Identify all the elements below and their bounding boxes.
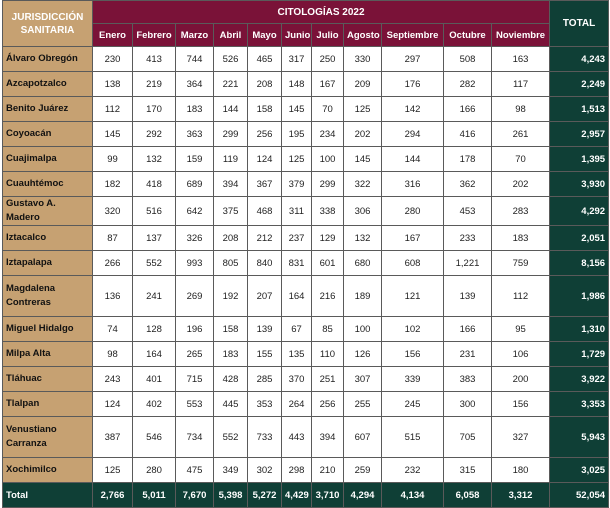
table-cell: 67 xyxy=(282,317,312,342)
table-cell: 87 xyxy=(93,226,133,251)
row-total: 3,922 xyxy=(550,367,609,392)
table-cell: 315 xyxy=(444,458,492,483)
month-header: Junio xyxy=(282,24,312,47)
table-cell: 1,221 xyxy=(444,251,492,276)
table-cell: 112 xyxy=(93,97,133,122)
table-cell: 98 xyxy=(492,97,550,122)
month-header: Noviembre xyxy=(492,24,550,47)
table-cell: 117 xyxy=(492,72,550,97)
table-cell: 189 xyxy=(344,276,382,317)
table-cell: 163 xyxy=(492,47,550,72)
table-cell: 237 xyxy=(282,226,312,251)
table-cell: 264 xyxy=(282,392,312,417)
row-total: 3,025 xyxy=(550,458,609,483)
table-cell: 734 xyxy=(176,417,214,458)
table-cell: 209 xyxy=(344,72,382,97)
table-cell: 443 xyxy=(282,417,312,458)
table-cell: 128 xyxy=(133,317,176,342)
table-cell: 100 xyxy=(312,147,344,172)
table-title: CITOLOGÍAS 2022 xyxy=(93,1,550,24)
table-cell: 119 xyxy=(214,147,248,172)
table-cell: 112 xyxy=(492,276,550,317)
table-cell: 125 xyxy=(282,147,312,172)
table-cell: 124 xyxy=(248,147,282,172)
jurisdiccion-name: Coyoacán xyxy=(3,122,93,147)
table-cell: 159 xyxy=(176,147,214,172)
table-cell: 330 xyxy=(344,47,382,72)
table-cell: 759 xyxy=(492,251,550,276)
table-cell: 280 xyxy=(382,197,444,226)
table-cell: 383 xyxy=(444,367,492,392)
footer-cell: 6,058 xyxy=(444,483,492,508)
table-cell: 219 xyxy=(133,72,176,97)
jurisdiccion-name: Cuauhtémoc xyxy=(3,172,93,197)
month-header: Abril xyxy=(214,24,248,47)
table-cell: 327 xyxy=(492,417,550,458)
jurisdiccion-name: Miguel Hidalgo xyxy=(3,317,93,342)
table-cell: 307 xyxy=(344,367,382,392)
table-cell: 176 xyxy=(382,72,444,97)
table-cell: 231 xyxy=(444,342,492,367)
table-cell: 317 xyxy=(282,47,312,72)
table-cell: 183 xyxy=(492,226,550,251)
footer-cell: 5,398 xyxy=(214,483,248,508)
table-row xyxy=(3,72,609,97)
table-cell: 192 xyxy=(214,276,248,317)
table-cell: 552 xyxy=(133,251,176,276)
jurisdiccion-name: Benito Juárez xyxy=(3,97,93,122)
table-cell: 132 xyxy=(133,147,176,172)
table-cell: 208 xyxy=(214,226,248,251)
table-cell: 221 xyxy=(214,72,248,97)
table-cell: 379 xyxy=(282,172,312,197)
row-total: 4,292 xyxy=(550,197,609,226)
table-cell: 255 xyxy=(344,392,382,417)
citologias-table xyxy=(2,0,609,508)
table-cell: 401 xyxy=(133,367,176,392)
footer-label: Total xyxy=(3,483,93,508)
row-total: 5,943 xyxy=(550,417,609,458)
row-total: 2,249 xyxy=(550,72,609,97)
table-cell: 99 xyxy=(93,147,133,172)
table-row xyxy=(3,226,609,251)
table-cell: 552 xyxy=(214,417,248,458)
table-cell: 164 xyxy=(133,342,176,367)
month-header: Agosto xyxy=(344,24,382,47)
table-cell: 156 xyxy=(492,392,550,417)
table-cell: 139 xyxy=(444,276,492,317)
table-cell: 508 xyxy=(444,47,492,72)
table-cell: 70 xyxy=(312,97,344,122)
table-cell: 145 xyxy=(282,97,312,122)
jurisdiccion-name: Iztapalapa xyxy=(3,251,93,276)
table-cell: 182 xyxy=(93,172,133,197)
table-cell: 297 xyxy=(382,47,444,72)
table-cell: 468 xyxy=(248,197,282,226)
table-cell: 516 xyxy=(133,197,176,226)
footer-row xyxy=(3,483,609,508)
table-cell: 98 xyxy=(93,342,133,367)
table-cell: 139 xyxy=(248,317,282,342)
table-cell: 715 xyxy=(176,367,214,392)
table-cell: 453 xyxy=(444,197,492,226)
table-cell: 349 xyxy=(214,458,248,483)
table-cell: 299 xyxy=(214,122,248,147)
table-row xyxy=(3,172,609,197)
footer-cell: 3,710 xyxy=(312,483,344,508)
table-cell: 475 xyxy=(176,458,214,483)
table-row xyxy=(3,276,609,317)
table-cell: 256 xyxy=(312,392,344,417)
table-cell: 216 xyxy=(312,276,344,317)
table-cell: 642 xyxy=(176,197,214,226)
jurisdiccion-name: Gustavo A. Madero xyxy=(3,197,93,226)
footer-cell: 4,429 xyxy=(282,483,312,508)
row-total: 2,957 xyxy=(550,122,609,147)
table-cell: 195 xyxy=(282,122,312,147)
table-cell: 126 xyxy=(344,342,382,367)
table-cell: 311 xyxy=(282,197,312,226)
footer-cell: 2,766 xyxy=(93,483,133,508)
table-cell: 515 xyxy=(382,417,444,458)
row-total: 4,243 xyxy=(550,47,609,72)
table-cell: 196 xyxy=(176,317,214,342)
table-cell: 167 xyxy=(312,72,344,97)
table-cell: 608 xyxy=(382,251,444,276)
table-cell: 306 xyxy=(344,197,382,226)
table-cell: 207 xyxy=(248,276,282,317)
table-cell: 363 xyxy=(176,122,214,147)
table-row xyxy=(3,317,609,342)
table-row xyxy=(3,197,609,226)
footer-cell: 5,272 xyxy=(248,483,282,508)
table-cell: 266 xyxy=(93,251,133,276)
table-cell: 148 xyxy=(282,72,312,97)
table-cell: 136 xyxy=(93,276,133,317)
month-header: Julio xyxy=(312,24,344,47)
table-row xyxy=(3,122,609,147)
jurisdiccion-name: Venustiano Carranza xyxy=(3,417,93,458)
table-cell: 387 xyxy=(93,417,133,458)
table-cell: 132 xyxy=(344,226,382,251)
table-cell: 394 xyxy=(214,172,248,197)
table-cell: 166 xyxy=(444,317,492,342)
table-row xyxy=(3,147,609,172)
table-cell: 285 xyxy=(248,367,282,392)
table-cell: 402 xyxy=(133,392,176,417)
table-cell: 680 xyxy=(344,251,382,276)
table-cell: 145 xyxy=(93,122,133,147)
month-header: Enero xyxy=(93,24,133,47)
table-cell: 124 xyxy=(93,392,133,417)
table-cell: 413 xyxy=(133,47,176,72)
table-cell: 299 xyxy=(312,172,344,197)
table-cell: 259 xyxy=(344,458,382,483)
table-cell: 553 xyxy=(176,392,214,417)
table-cell: 298 xyxy=(282,458,312,483)
jurisdiccion-name: Cuajimalpa xyxy=(3,147,93,172)
table-cell: 241 xyxy=(133,276,176,317)
table-row xyxy=(3,251,609,276)
table-cell: 125 xyxy=(344,97,382,122)
table-cell: 210 xyxy=(312,458,344,483)
month-header: Febrero xyxy=(133,24,176,47)
footer-cell: 5,011 xyxy=(133,483,176,508)
table-cell: 362 xyxy=(444,172,492,197)
jurisdiccion-name: Azcapotzalco xyxy=(3,72,93,97)
table-cell: 320 xyxy=(93,197,133,226)
table-cell: 445 xyxy=(214,392,248,417)
row-total: 2,051 xyxy=(550,226,609,251)
month-header-row xyxy=(3,24,609,47)
total-header: TOTAL xyxy=(550,1,609,47)
table-cell: 178 xyxy=(444,147,492,172)
table-cell: 353 xyxy=(248,392,282,417)
table-cell: 993 xyxy=(176,251,214,276)
table-cell: 158 xyxy=(248,97,282,122)
table-cell: 180 xyxy=(492,458,550,483)
table-cell: 212 xyxy=(248,226,282,251)
table-cell: 269 xyxy=(176,276,214,317)
table-cell: 465 xyxy=(248,47,282,72)
table-cell: 300 xyxy=(444,392,492,417)
jurisdiccion-name: Xochimilco xyxy=(3,458,93,483)
table-cell: 370 xyxy=(282,367,312,392)
table-cell: 232 xyxy=(382,458,444,483)
table-cell: 261 xyxy=(492,122,550,147)
table-cell: 145 xyxy=(344,147,382,172)
table-cell: 416 xyxy=(444,122,492,147)
row-total: 1,986 xyxy=(550,276,609,317)
footer-cell: 4,134 xyxy=(382,483,444,508)
table-cell: 144 xyxy=(214,97,248,122)
table-cell: 74 xyxy=(93,317,133,342)
table-row xyxy=(3,47,609,72)
table-cell: 110 xyxy=(312,342,344,367)
table-cell: 251 xyxy=(312,367,344,392)
table-cell: 394 xyxy=(312,417,344,458)
table-cell: 326 xyxy=(176,226,214,251)
table-cell: 250 xyxy=(312,47,344,72)
table-cell: 200 xyxy=(492,367,550,392)
row-total: 1,310 xyxy=(550,317,609,342)
table-cell: 100 xyxy=(344,317,382,342)
table-cell: 322 xyxy=(344,172,382,197)
footer-cell: 3,312 xyxy=(492,483,550,508)
table-cell: 428 xyxy=(214,367,248,392)
row-total: 3,930 xyxy=(550,172,609,197)
table-cell: 316 xyxy=(382,172,444,197)
table-cell: 144 xyxy=(382,147,444,172)
table-cell: 243 xyxy=(93,367,133,392)
table-cell: 156 xyxy=(382,342,444,367)
table-cell: 546 xyxy=(133,417,176,458)
table-cell: 265 xyxy=(176,342,214,367)
table-cell: 142 xyxy=(382,97,444,122)
row-total: 1,395 xyxy=(550,147,609,172)
table-row xyxy=(3,417,609,458)
table-cell: 125 xyxy=(93,458,133,483)
table-cell: 121 xyxy=(382,276,444,317)
table-row xyxy=(3,342,609,367)
jurisdiccion-header: JURISDICCIÓN SANITARIA xyxy=(3,1,93,47)
table-body xyxy=(3,47,609,508)
row-total: 8,156 xyxy=(550,251,609,276)
table-cell: 705 xyxy=(444,417,492,458)
table-cell: 245 xyxy=(382,392,444,417)
jurisdiccion-name: Álvaro Obregón xyxy=(3,47,93,72)
table-cell: 234 xyxy=(312,122,344,147)
table-cell: 230 xyxy=(93,47,133,72)
table-cell: 233 xyxy=(444,226,492,251)
table-cell: 601 xyxy=(312,251,344,276)
table-cell: 170 xyxy=(133,97,176,122)
table-cell: 202 xyxy=(492,172,550,197)
table-cell: 138 xyxy=(93,72,133,97)
row-total: 3,353 xyxy=(550,392,609,417)
table-cell: 364 xyxy=(176,72,214,97)
table-cell: 95 xyxy=(492,317,550,342)
table-cell: 805 xyxy=(214,251,248,276)
table-cell: 208 xyxy=(248,72,282,97)
table-cell: 831 xyxy=(282,251,312,276)
table-row xyxy=(3,392,609,417)
table-cell: 294 xyxy=(382,122,444,147)
jurisdiccion-name: Magdalena Contreras xyxy=(3,276,93,317)
table-cell: 167 xyxy=(382,226,444,251)
month-header: Octubre xyxy=(444,24,492,47)
table-cell: 183 xyxy=(176,97,214,122)
table-cell: 85 xyxy=(312,317,344,342)
table-cell: 135 xyxy=(282,342,312,367)
month-header: Marzo xyxy=(176,24,214,47)
footer-cell: 7,670 xyxy=(176,483,214,508)
table-cell: 840 xyxy=(248,251,282,276)
table-row xyxy=(3,458,609,483)
month-header: Mayo xyxy=(248,24,282,47)
table-cell: 338 xyxy=(312,197,344,226)
table-row xyxy=(3,97,609,122)
table-cell: 367 xyxy=(248,172,282,197)
table-cell: 102 xyxy=(382,317,444,342)
table-cell: 282 xyxy=(444,72,492,97)
table-cell: 733 xyxy=(248,417,282,458)
table-cell: 137 xyxy=(133,226,176,251)
month-header: Septiembre xyxy=(382,24,444,47)
table-cell: 129 xyxy=(312,226,344,251)
table-cell: 155 xyxy=(248,342,282,367)
table-cell: 183 xyxy=(214,342,248,367)
table-cell: 283 xyxy=(492,197,550,226)
table-cell: 292 xyxy=(133,122,176,147)
grand-total: 52,054 xyxy=(550,483,609,508)
row-total: 1,513 xyxy=(550,97,609,122)
table-cell: 302 xyxy=(248,458,282,483)
table-cell: 418 xyxy=(133,172,176,197)
table-cell: 689 xyxy=(176,172,214,197)
table-cell: 164 xyxy=(282,276,312,317)
table-cell: 339 xyxy=(382,367,444,392)
table-cell: 744 xyxy=(176,47,214,72)
table-cell: 202 xyxy=(344,122,382,147)
table-cell: 526 xyxy=(214,47,248,72)
jurisdiccion-name: Iztacalco xyxy=(3,226,93,251)
table-cell: 375 xyxy=(214,197,248,226)
row-total: 1,729 xyxy=(550,342,609,367)
table-cell: 166 xyxy=(444,97,492,122)
table-cell: 106 xyxy=(492,342,550,367)
table-cell: 158 xyxy=(214,317,248,342)
table-cell: 607 xyxy=(344,417,382,458)
jurisdiccion-name: Tlalpan xyxy=(3,392,93,417)
jurisdiccion-name: Milpa Alta xyxy=(3,342,93,367)
table-cell: 70 xyxy=(492,147,550,172)
table-row xyxy=(3,367,609,392)
table-cell: 256 xyxy=(248,122,282,147)
footer-cell: 4,294 xyxy=(344,483,382,508)
table-cell: 280 xyxy=(133,458,176,483)
jurisdiccion-name: Tláhuac xyxy=(3,367,93,392)
